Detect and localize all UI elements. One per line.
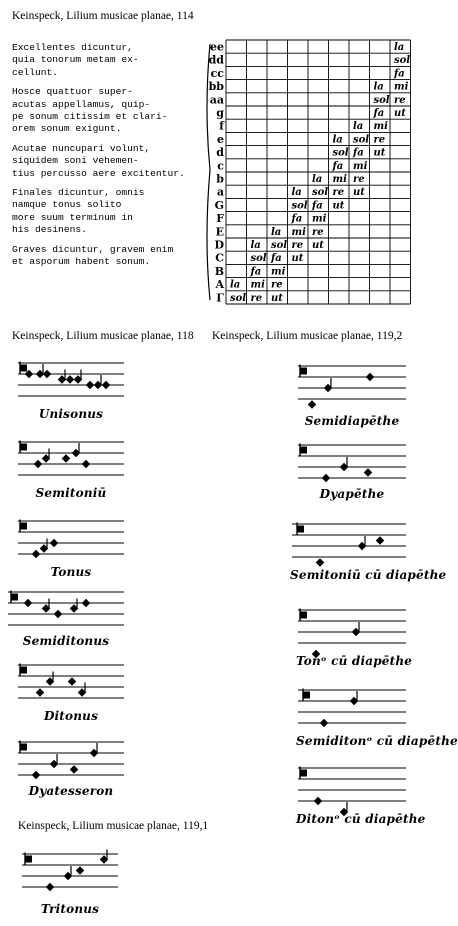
note-icon (70, 765, 78, 773)
gamut-letter: b (216, 172, 224, 186)
solmization-syllable: ut (353, 187, 365, 199)
solmization-syllable: mi (291, 226, 306, 238)
solmization-syllable: ut (332, 200, 345, 212)
caption-bottom: Keinspeck, Lilium musicae planae, 119,1 (18, 820, 209, 832)
solmization-syllable: re (373, 134, 386, 146)
note-icon (350, 691, 358, 705)
solmization-syllable: sol (373, 94, 390, 106)
interval-example (16, 734, 126, 806)
note-icon (72, 443, 80, 457)
gamut-letter: A (215, 278, 224, 292)
interval-label: Unisonus (38, 407, 104, 421)
note-icon (352, 622, 360, 636)
staff (16, 434, 126, 478)
gamut-letter: g (216, 106, 224, 120)
solmization-syllable: ut (373, 147, 386, 159)
note-icon (100, 850, 108, 864)
note-icon (58, 370, 66, 384)
solmization-syllable: sol (271, 240, 288, 251)
solmization-syllable: sol (250, 253, 267, 265)
solmization-syllable: la (230, 279, 241, 291)
interval-example (296, 760, 426, 832)
note-icon (64, 866, 72, 880)
note-icon (42, 599, 50, 613)
note-icon (102, 381, 110, 389)
caption-left: Keinspeck, Lilium musicae planae, 118 (12, 330, 194, 342)
solmization-syllable: re (291, 240, 304, 251)
note-icon (308, 400, 316, 408)
gamut-letter: aa (209, 93, 224, 107)
interval-example (296, 682, 458, 754)
note-icon (32, 550, 40, 558)
interval-example (296, 437, 408, 509)
interval-label: Semidiapēthe (304, 414, 400, 428)
gamut-letter: G (214, 198, 224, 212)
caption-right: Keinspeck, Lilium musicae planae, 119,2 (212, 330, 403, 342)
gamut-letter: F (216, 212, 224, 226)
solmization-syllable: re (312, 226, 324, 238)
gamut-letter: d (216, 146, 224, 160)
staff (296, 437, 408, 481)
solmization-syllable: re (332, 187, 345, 199)
solmization-syllable: mi (394, 81, 409, 93)
solmization-syllable: mi (271, 266, 286, 278)
staff (16, 657, 126, 701)
solmization-syllable: la (312, 174, 323, 185)
interval-label: Ditonus (43, 709, 99, 723)
verse-block: Finales dicuntur, omnis namque tonus solito more suum terminum in his desinens. (12, 187, 145, 236)
note-icon (82, 599, 90, 607)
interval-example (16, 434, 126, 506)
gamut-letter: D (214, 238, 224, 252)
staff (296, 358, 408, 402)
interval-label: Semitoniū cū diapēthe (290, 568, 447, 582)
staff (20, 846, 120, 894)
interval-label: Ditonᵒ cū diapēthe (296, 812, 426, 826)
note-icon (320, 719, 328, 727)
note-icon (50, 754, 58, 768)
gamut-letter: C (215, 251, 224, 265)
staff (6, 584, 126, 628)
solmization-syllable: sol (332, 147, 349, 159)
staff (296, 760, 408, 804)
note-icon (314, 797, 322, 805)
interval-label: Tonᵒ cū diapēthe (296, 654, 413, 668)
solmization-syllable: mi (353, 160, 368, 172)
solmization-syllable: sol (394, 55, 411, 67)
gamut-letter: cc (210, 66, 224, 80)
solmization-syllable: re (271, 279, 283, 291)
verse-block: Graves dicuntur, gravem enim et asporum habent sonum. (12, 243, 174, 268)
note-icon (358, 536, 366, 550)
solmization-syllable: mi (332, 174, 347, 185)
solmization-syllable: fa (271, 253, 282, 265)
note-icon (32, 771, 40, 779)
solmization-syllable: la (332, 134, 343, 146)
solmization-syllable: la (394, 42, 405, 53)
interval-example (20, 846, 120, 922)
verse-column (12, 42, 197, 276)
note-icon (74, 370, 82, 384)
note-icon (366, 373, 374, 381)
gamut-letter: c (217, 159, 224, 173)
note-icon (62, 454, 70, 462)
interval-label: Tritonus (40, 902, 100, 916)
verse-block: Acutae nuncupari volunt, siquidem soni vehemen- tius percusso aere excitentur. (12, 142, 185, 179)
note-icon (36, 364, 44, 378)
interval-label: Semiditonᵒ cū diapēthe (296, 734, 458, 748)
gamut-letter: B (214, 264, 224, 278)
caption-top: Keinspeck, Lilium musicae planae, 114 (12, 10, 194, 22)
gamut-letter: a (216, 185, 224, 199)
staff (16, 734, 126, 778)
note-icon (78, 683, 86, 697)
solmization-syllable: fa (332, 160, 344, 172)
solmization-syllable: mi (250, 279, 265, 291)
staff (296, 602, 408, 646)
note-icon (364, 468, 372, 476)
solmization-syllable: sol (230, 292, 247, 304)
interval-example (6, 584, 126, 656)
solmization-syllable: fa (312, 200, 323, 212)
interval-label: Dyapēthe (319, 487, 385, 501)
interval-example (16, 355, 126, 427)
interval-example (16, 513, 126, 585)
solmization-syllable: fa (373, 108, 385, 119)
solmization-syllable: fa (291, 213, 303, 225)
solmization-syllable: fa (250, 266, 262, 278)
solmization-syllable: re (250, 292, 263, 304)
solmization-syllable: re (353, 174, 365, 185)
note-icon (322, 474, 330, 482)
note-icon (94, 375, 102, 389)
interval-example (16, 657, 126, 729)
note-icon (340, 457, 348, 471)
solmization-syllable: la (353, 121, 364, 133)
solmization-syllable: sol (353, 134, 370, 146)
note-icon (66, 375, 74, 383)
note-icon (76, 866, 84, 874)
note-icon (70, 599, 78, 613)
interval-label: Semiditonus (22, 634, 110, 648)
note-icon (90, 743, 98, 757)
staff (16, 513, 126, 557)
note-icon (46, 672, 54, 686)
solmization-syllable: mi (312, 213, 327, 225)
staff (296, 682, 408, 726)
interval-example (296, 602, 413, 674)
note-icon (43, 370, 51, 378)
solmization-syllable: la (291, 187, 302, 199)
solmization-syllable: mi (373, 121, 388, 133)
note-icon (376, 536, 384, 544)
staff (16, 355, 126, 399)
interval-example (290, 516, 447, 588)
note-icon (54, 610, 62, 618)
gamut-letter: E (215, 225, 224, 239)
verse-block: Excellentes dicuntur, quia tonorum metam ex- cellunt. (12, 42, 139, 78)
solmization-syllable: ut (271, 292, 283, 304)
note-icon (324, 378, 332, 392)
gamut-table (200, 38, 412, 306)
note-icon (40, 539, 48, 553)
note-icon (46, 883, 54, 891)
solmization-syllable: ut (291, 253, 304, 265)
note-icon (24, 599, 32, 607)
solmization-syllable: sol (312, 187, 329, 199)
note-icon (86, 381, 94, 389)
solmization-syllable: la (373, 81, 384, 93)
solmization-syllable: fa (394, 68, 405, 80)
solmization-syllable: ut (312, 240, 324, 251)
gamut-letter: bb (208, 80, 224, 94)
verse-block: Hosce quattuor super- acutas appellamus, quip- pe sonum citissim et clari- orem sonum exigunt. (12, 86, 168, 135)
solmization-syllable: fa (353, 147, 364, 159)
gamut-letter: dd (208, 53, 224, 67)
solmization-syllable: sol (291, 200, 308, 212)
interval-label: Dyatesseron (28, 784, 114, 798)
gamut-letter: e (217, 132, 224, 146)
interval-label: Tonus (50, 565, 92, 579)
interval-label: Semitoniū (35, 486, 107, 500)
solmization-syllable: la (271, 226, 282, 238)
note-icon (34, 460, 42, 468)
interval-example (296, 358, 408, 430)
note-icon (36, 688, 44, 696)
note-icon (42, 449, 50, 463)
gamut-letter: ee (210, 40, 224, 54)
solmization-syllable: ut (394, 108, 406, 119)
note-icon (316, 558, 324, 566)
note-icon (50, 539, 58, 547)
solmization-syllable: re (394, 94, 406, 106)
staff (290, 516, 408, 560)
gamut-letter: f (219, 119, 224, 133)
note-icon (82, 460, 90, 468)
gamut-letter: Γ (216, 291, 224, 305)
solmization-syllable: la (250, 240, 261, 251)
note-icon (68, 677, 76, 685)
